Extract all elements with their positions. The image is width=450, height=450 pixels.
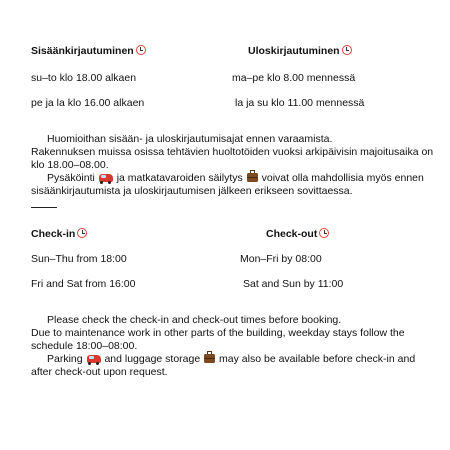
section-divider <box>31 207 57 208</box>
note-line2-en: Due to maintenance work in other parts of the building, weekday stays follow the schedule 18:00–08:00. <box>31 327 405 352</box>
note-line1-en: Please check the check-in and check-out times before booking. <box>47 314 342 326</box>
note-paragraph-en <box>31 314 436 379</box>
checkin-heading-fi: Sisäänkirjautuminen <box>31 45 146 58</box>
checkin-weekday-en: Sun–Thu from 18:00 <box>31 253 127 265</box>
checkout-weekday-en: Mon–Fri by 08:00 <box>240 253 322 265</box>
car-icon <box>99 174 113 182</box>
checkout-heading-en: Check-out <box>266 228 329 241</box>
checkout-weekday-fi: ma–pe klo 8.00 mennessä <box>232 72 356 84</box>
checkout-weekend-fi: la ja su klo 11.00 mennessä <box>235 97 365 109</box>
checkin-weekend-fi: pe ja la klo 16.00 alkaen <box>31 97 145 109</box>
alarm-clock-icon <box>342 45 352 55</box>
alarm-clock-icon <box>77 228 87 238</box>
luggage-icon <box>247 173 258 182</box>
checkout-heading-fi: Uloskirjautuminen <box>248 45 352 58</box>
parking-text-fi: Pysäköinti ja matkatavaroiden säilytys voivat olla mahdollisia myös ennen sisäänkirjautumista ja uloskirjautumisen jälkeen erikseen sovittaessa. <box>31 172 424 197</box>
checkout-weekend-en: Sat and Sun by 11:00 <box>243 278 344 290</box>
parking-text-en: Parking and luggage storage may also be available before check-in and after check-out upon request. <box>31 353 416 378</box>
note-paragraph-fi <box>31 133 436 198</box>
checkin-heading-en: Check-in <box>31 228 87 241</box>
luggage-icon <box>204 354 215 363</box>
alarm-clock-icon <box>136 45 146 55</box>
checkin-weekend-en: Fri and Sat from 16:00 <box>31 278 136 290</box>
alarm-clock-icon <box>319 228 329 238</box>
car-icon <box>87 355 101 363</box>
checkin-weekday-fi: su–to klo 18.00 alkaen <box>31 72 137 84</box>
note-line1-fi: Huomioithan sisään- ja uloskirjautumisajat ennen varaamista. <box>47 133 333 145</box>
note-line2-fi: Rakennuksen muissa osissa tehtävien huoltotöiden vuoksi arkipäivisin majoitusaika on klo 18.00–08.00. <box>31 146 434 171</box>
